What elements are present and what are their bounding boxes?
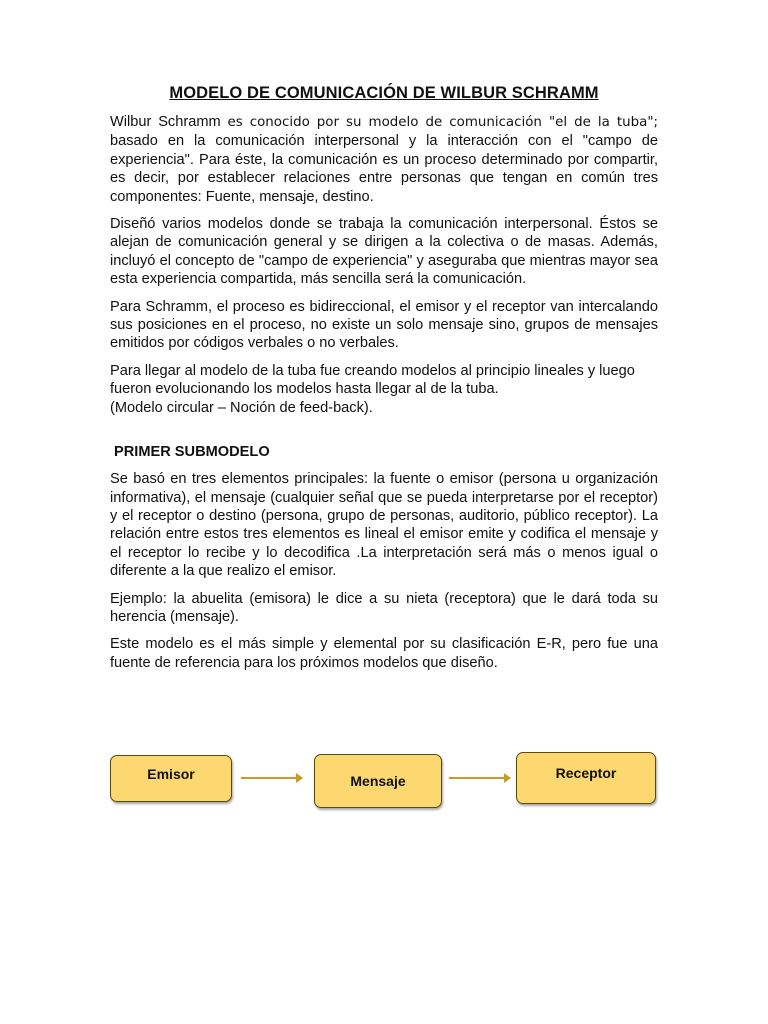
document-title: MODELO DE COMUNICACIÓN DE WILBUR SCHRAMM	[169, 84, 599, 102]
evolution-line2: (Modelo circular – Noción de feed-back).	[110, 399, 373, 416]
paragraph-submodel: Se basó en tres elementos principales: la fuente o emisor (persona u organización informativa), el mensaje (cualquier señal que se pueda interpretarse por el receptor) y el receptor o destino (persona, grupo de personas, auditorio, público receptor). La relación entre estos tres elementos es lineal el emisor emite y codifica el mensaje y el receptor lo recibe y lo decodifica .La interpretación será más o menos igual o diferente a la que realizo el emisor.	[110, 471, 658, 580]
paragraph-simple-model: Este modelo es el más simple y elemental por su clasificación E-R, pero fue una fuente de referencia para los próximos modelos que diseño.	[110, 636, 658, 671]
paragraph-example: Ejemplo: la abuelita (emisora) le dice a su nieta (receptora) que le dará toda su herencia (mensaje).	[110, 590, 658, 625]
paragraph-models: Diseñó varios modelos donde se trabaja la comunicación interpersonal. Éstos se alejan de comunicación general y se dirigen a la colectiva o de masas. Además, incluyó el concepto de "campo de experiencia" y aseguraba que mientras mayor sea esta experiencia compartida, más sencilla será la comunicación.	[110, 216, 658, 288]
intro-name: Wilbur Schramm	[110, 114, 228, 130]
box-mensaje: Mensaje	[314, 754, 442, 808]
evolution-line1: Para llegar al modelo de la tuba fue creando modelos al principio lineales y luego fueron evolucionando los modelos hasta llegar al de la tuba.	[110, 362, 635, 398]
box-emisor: Emisor	[110, 755, 232, 802]
intro-alt-font: es conocido por su modelo de comunicación "el de la tuba";	[227, 115, 658, 130]
arrow-emisor-mensaje	[241, 777, 297, 779]
arrow-mensaje-receptor	[449, 777, 505, 779]
section-title: PRIMER SUBMODELO	[114, 444, 270, 461]
document-body	[110, 84, 658, 681]
spacer	[110, 417, 658, 444]
box-receptor: Receptor	[516, 752, 656, 804]
paragraph-intro	[110, 113, 658, 206]
paragraph-evolution	[110, 362, 658, 417]
intro-rest: basado en la comunicación interpersonal y la interacción con el "campo de experiencia". Para éste, la comunicación es un proceso determinado por compartir, es decir, por establecer relaciones entre personas que tengan en común tres componentes: Fuente, mensaje, destino.	[110, 133, 658, 205]
paragraph-bidirectional: Para Schramm, el proceso es bidireccional, el emisor y el receptor van intercalando sus posiciones en el proceso, no existe un solo mensaje sino, grupos de mensajes emitidos por códigos verbales o no verbales.	[110, 298, 658, 352]
